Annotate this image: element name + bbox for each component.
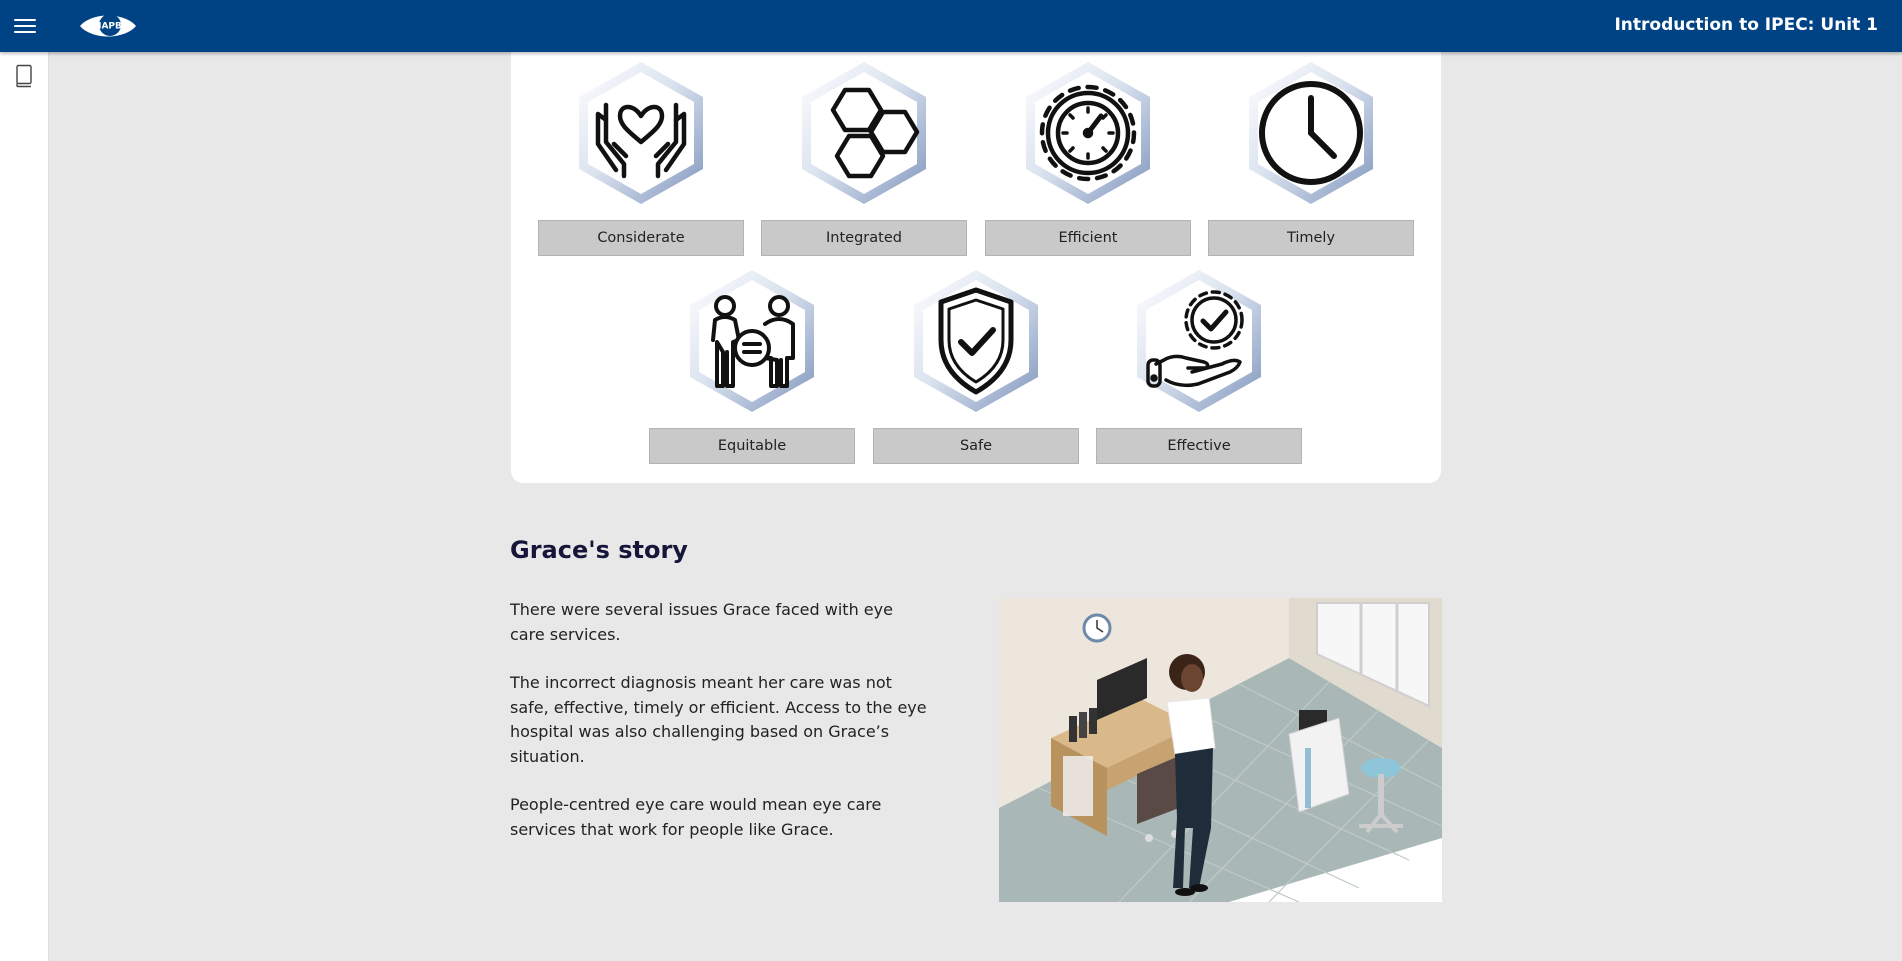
clock-icon [1246, 60, 1376, 206]
top-bar [0, 0, 1902, 52]
value-timely[interactable] [1208, 60, 1414, 256]
hexagons-icon [799, 60, 929, 206]
people-equal-icon [687, 268, 817, 414]
hamburger-menu-icon[interactable] [14, 16, 36, 36]
story-title: Grace's story [510, 536, 688, 564]
values-card [511, 52, 1441, 483]
value-effective[interactable] [1096, 268, 1302, 464]
logo-text: IAPB [98, 21, 122, 32]
clinic-room-illustration [999, 598, 1442, 902]
value-efficient[interactable] [985, 60, 1191, 256]
story-text [510, 598, 930, 866]
value-safe[interactable] [873, 268, 1079, 464]
value-label: Considerate [538, 220, 744, 256]
hand-gear-check-icon [1134, 268, 1264, 414]
gear-gauge-icon [1023, 60, 1153, 206]
value-label: Safe [873, 428, 1079, 464]
value-label: Equitable [649, 428, 855, 464]
value-label: Efficient [985, 220, 1191, 256]
book-icon[interactable] [15, 64, 34, 88]
value-label: Effective [1096, 428, 1302, 464]
shield-check-icon [911, 268, 1041, 414]
story-paragraph: The incorrect diagnosis meant her care was not safe, effective, timely or efficient. Access to the eye hospital was also challenging based on Grace’s situation. [510, 673, 927, 766]
left-sidebar [0, 52, 49, 961]
story-paragraph: There were several issues Grace faced with eye care services. [510, 600, 893, 644]
hands-heart-icon [576, 60, 706, 206]
course-title: Introduction to IPEC: Unit 1 [1614, 15, 1878, 35]
iapb-logo[interactable] [78, 10, 138, 42]
value-equitable[interactable] [649, 268, 855, 464]
value-label: Integrated [761, 220, 967, 256]
story-paragraph: People-centred eye care would mean eye care services that work for people like Grace. [510, 795, 882, 839]
value-label: Timely [1208, 220, 1414, 256]
value-integrated[interactable] [761, 60, 967, 256]
value-considerate[interactable] [538, 60, 744, 256]
